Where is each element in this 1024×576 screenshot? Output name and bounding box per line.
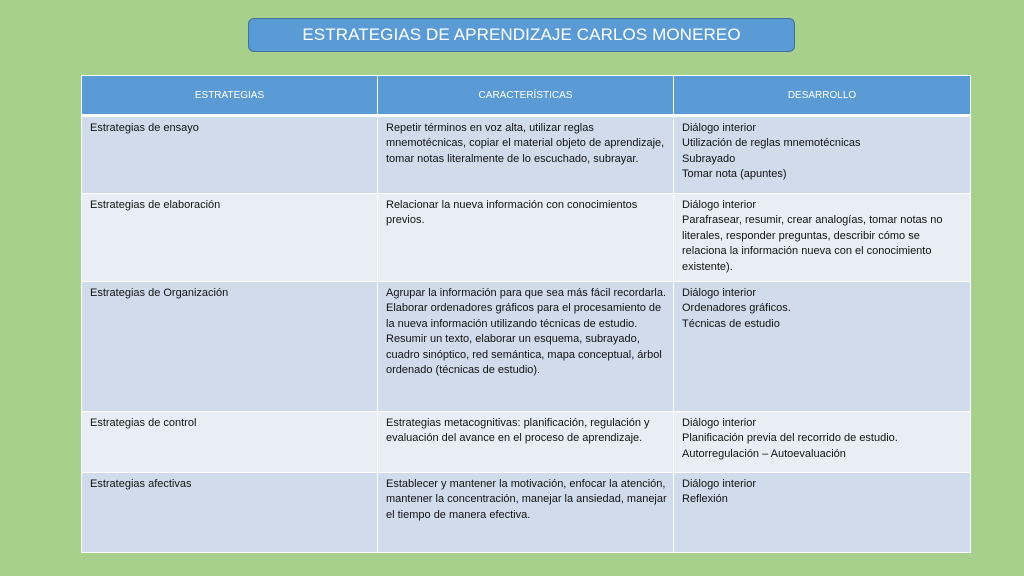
- development-line: Tomar nota (apuntes): [682, 168, 787, 181]
- development-cell: [674, 412, 971, 473]
- development-cell: [674, 473, 971, 553]
- slide-title: ESTRATEGIAS DE APRENDIZAJE CARLOS MONEREO: [248, 18, 795, 52]
- characteristics-line: Estrategias metacognitivas: planificación, regulación y evaluación del avance en el proceso de aprendizaje.: [386, 417, 650, 445]
- development-line: Subrayado: [682, 152, 736, 165]
- development-line: Diálogo interior: [682, 478, 756, 491]
- table-row: [82, 412, 971, 473]
- characteristics-cell: [378, 194, 674, 282]
- column-header-development: DESARROLLO: [674, 76, 971, 116]
- characteristics-cell: [378, 282, 674, 412]
- characteristics-line: Relacionar la nueva información con conocimientos previos.: [386, 199, 638, 227]
- table-row: [82, 116, 971, 194]
- development-cell: [674, 116, 971, 194]
- development-line: Diálogo interior: [682, 122, 756, 134]
- development-line: Utilización de reglas mnemotécnicas: [682, 137, 861, 150]
- strategy-cell: Estrategias afectivas: [82, 473, 378, 553]
- development-line: Diálogo interior: [682, 199, 756, 211]
- column-header-characteristics: CARACTERÍSTICAS: [378, 76, 674, 116]
- strategy-cell: Estrategias de control: [82, 412, 378, 473]
- strategy-cell: Estrategias de elaboración: [82, 194, 378, 282]
- characteristics-line: Agrupar la información para que sea más fácil recordarla.: [386, 287, 667, 300]
- development-line: Diálogo interior: [682, 417, 756, 430]
- development-cell: [674, 282, 971, 412]
- characteristics-cell: [378, 473, 674, 553]
- development-line: Autorregulación – Autoevaluación: [682, 447, 846, 460]
- characteristics-line: Resumir un texto, elaborar un esquema, subrayado, cuadro sinóptico, red semántica, mapa conceptual, árbol ordenado (técnicas de estudio).: [386, 333, 662, 377]
- strategies-table: [81, 75, 971, 553]
- column-header-strategies: ESTRATEGIAS: [82, 76, 378, 116]
- characteristics-cell: [378, 412, 674, 473]
- table-row: [82, 194, 971, 282]
- table-row: [82, 282, 971, 412]
- characteristics-line: Elaborar ordenadores gráficos para el procesamiento de la nueva información utilizando técnicas de estudio.: [386, 302, 662, 330]
- development-cell: [674, 194, 971, 282]
- development-line: Diálogo interior: [682, 287, 756, 300]
- development-line: Planificación previa del recorrido de estudio.: [682, 432, 898, 445]
- strategy-cell: Estrategias de ensayo: [82, 116, 378, 194]
- characteristics-cell: [378, 116, 674, 194]
- characteristics-line: Establecer y mantener la motivación, enfocar la atención, mantener la concentración, manejar la ansiedad, manejar el tiempo de manera efectiva.: [386, 478, 667, 521]
- strategy-cell: Estrategias de Organización: [82, 282, 378, 412]
- table-header-row: [82, 76, 971, 116]
- table-row: [82, 473, 971, 553]
- development-line: Ordenadores gráficos.: [682, 302, 791, 315]
- development-line: Parafrasear, resumir, crear analogías, tomar notas no literales, responder preguntas, describir cómo se relaciona la información nueva con el conocimiento existente).: [682, 214, 943, 273]
- development-line: Técnicas de estudio: [682, 317, 780, 330]
- characteristics-line: Repetir términos en voz alta, utilizar reglas mnemotécnicas, copiar el material objeto de aprendizaje, tomar notas literalmente de lo escuchado, subrayar.: [386, 122, 665, 165]
- development-line: Reflexión: [682, 493, 728, 506]
